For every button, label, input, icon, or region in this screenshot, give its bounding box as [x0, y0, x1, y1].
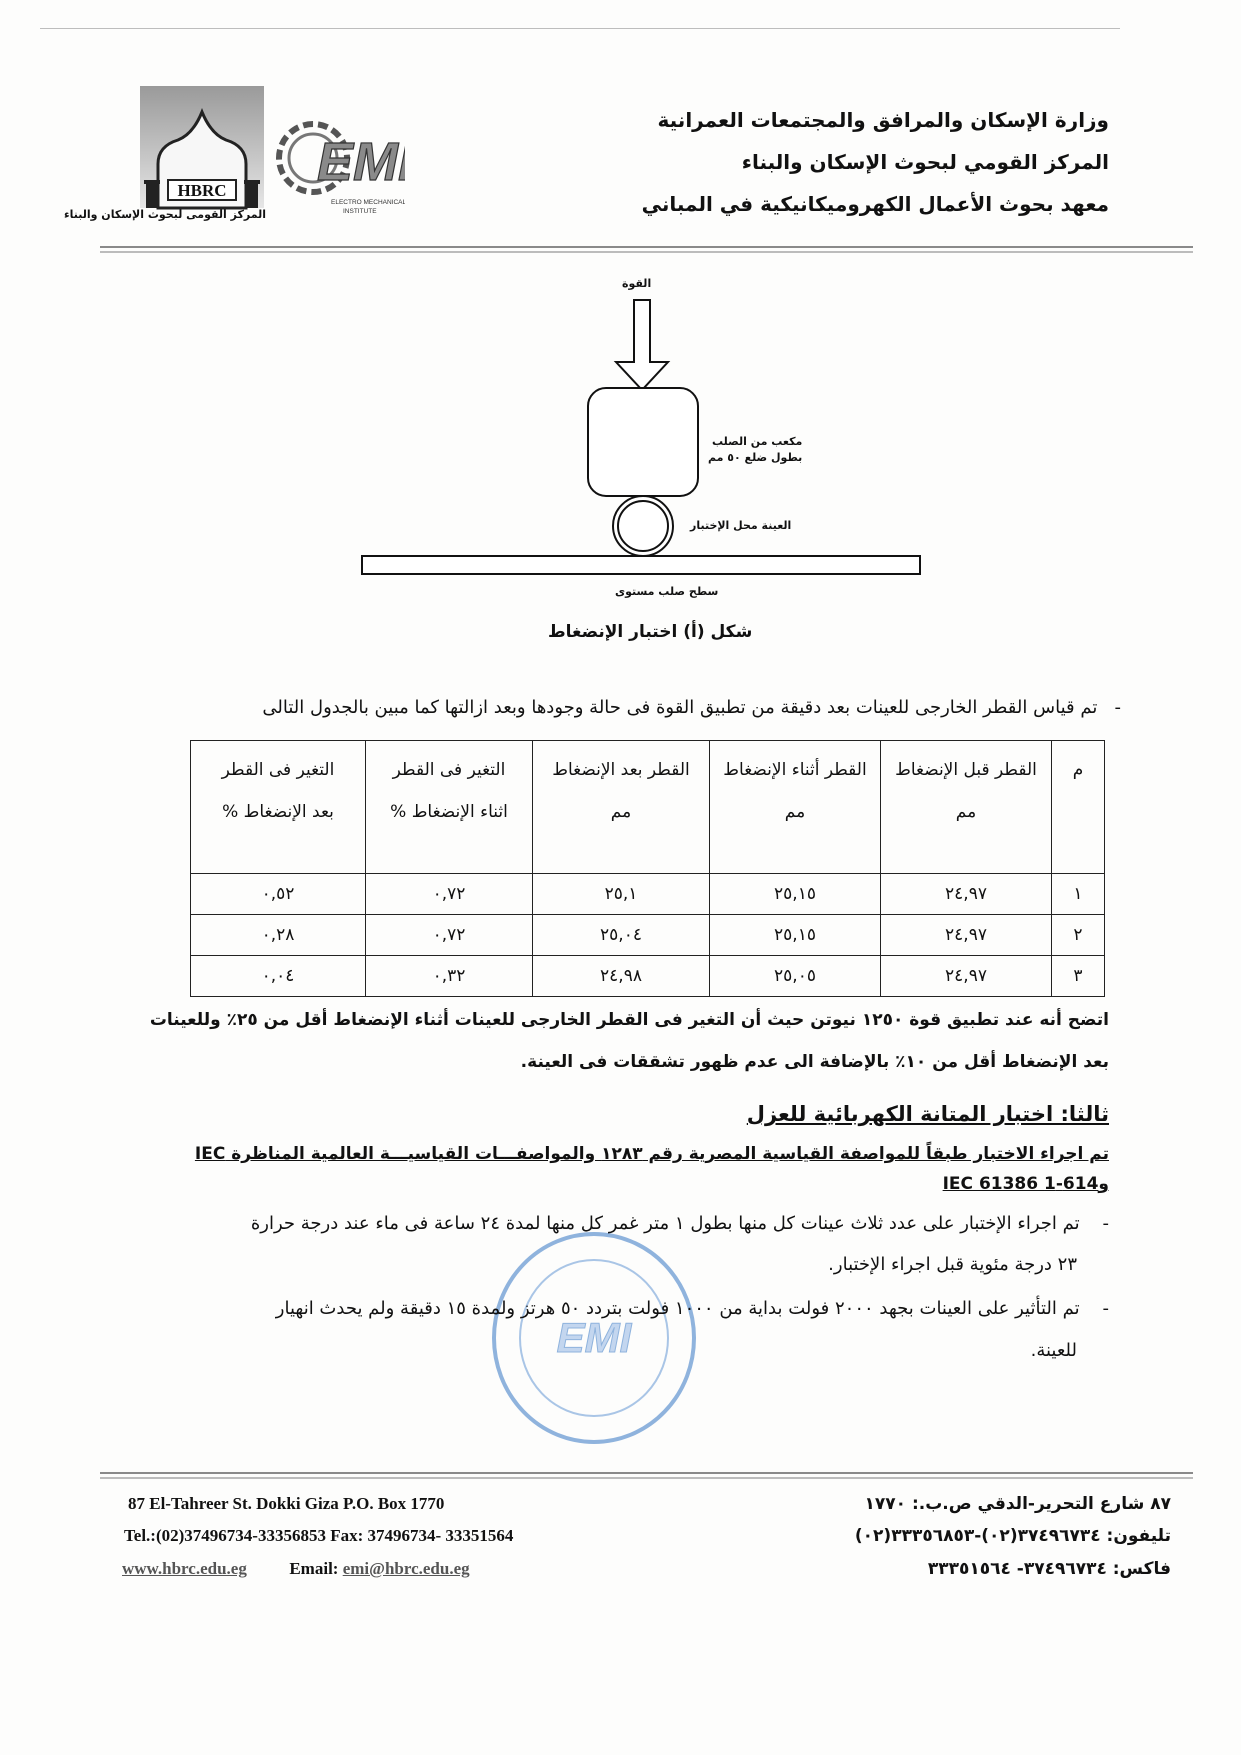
- cube-label: مكعب من الصلب بطول ضلع ٥٠ مم: [708, 435, 803, 464]
- header-divider: [100, 246, 1193, 253]
- emi-logo-caption2: INSTITUTE: [343, 208, 377, 215]
- footer-address-en: 87 El-Tahreer St. Dokki Giza P.O. Box 1770: [128, 1494, 445, 1513]
- email-link[interactable]: emi@hbrc.edu.eg: [342, 1559, 470, 1578]
- cell: ٠,٣٢: [366, 956, 533, 997]
- bullet-dash: -: [1079, 1213, 1109, 1234]
- emi-logo-text: EMI: [317, 132, 405, 192]
- col-header-after: القطر بعد الإنضغاط مم: [533, 741, 710, 874]
- surface-label: سطح صلب مستوى: [615, 585, 719, 598]
- col-header-change-during: التغير فى القطر اثناء الإنضغاط %: [366, 741, 533, 874]
- scan-edge-line: [40, 28, 1120, 29]
- figure-caption: شكل (أ) اختبار الإنضغاط: [548, 622, 753, 642]
- cell: ٢: [1052, 915, 1105, 956]
- cell: ٢٤,٩٨: [533, 956, 710, 997]
- results-table: [190, 740, 1105, 997]
- compression-test-diagram: [350, 290, 930, 590]
- col-header-change-after: التغير فى القطر بعد الإنضغاط %: [191, 741, 366, 874]
- cell: ٠,٧٢: [366, 874, 533, 915]
- footer-phone-ar: تليفون: ٣٧٤٩٦٧٣٤(٠٢)-٣٣٣٥٦٨٥٣(٠٢): [854, 1526, 1171, 1546]
- standard-line-2: IEC 61386 و614-1: [942, 1174, 1109, 1194]
- cell: ٢٥,١٥: [710, 915, 881, 956]
- cell: ٠,٢٨: [191, 915, 366, 956]
- footer-divider: [100, 1472, 1193, 1479]
- website-link[interactable]: www.hbrc.edu.eg: [122, 1559, 247, 1578]
- hbrc-logo-caption: المركز القومى لبحوث الإسكان والبناء: [64, 208, 266, 221]
- conclusion-line-1: اتضح أنه عند تطبيق قوة ١٢٥٠ نيوتن حيث أن التغير فى القطر الخارجى للعينات أثناء الإنضغاط أقل من ٢٥٪ وللعينات: [149, 1010, 1109, 1030]
- standard-line-1: تم اجراء الاختبار طبقاً للمواصفة القياسية المصرية رقم ١٢٨٣ والمواصفـــات القياسيـــة العالمية المناظرة IEC: [194, 1144, 1109, 1164]
- footer-fax-ar: فاكس: ٣٧٤٩٦٧٣٤- ٣٣٣٥١٥٦٤: [927, 1559, 1171, 1579]
- col-header-index: م: [1052, 741, 1105, 874]
- cell: ١: [1052, 874, 1105, 915]
- emi-logo-caption1: ELECTRO MECHANICAL: [331, 199, 405, 206]
- cell: ٢٥,١٥: [710, 874, 881, 915]
- bullet-dash: -: [1097, 697, 1121, 718]
- emi-logo: [275, 106, 405, 222]
- footer-phone-en: Tel.:(02)37496734-33356853 Fax: 37496734- 33351564: [124, 1526, 514, 1545]
- table-row: [191, 956, 1105, 997]
- col-header-during: القطر أثناء الإنضغاط مم: [710, 741, 881, 874]
- cell: ٢٥,١: [533, 874, 710, 915]
- cell: ٢٤,٩٧: [881, 915, 1052, 956]
- conclusion-line-2: بعد الإنضغاط أقل من ١٠٪ بالإضافة الى عدم ظهور تشققات فى العينة.: [520, 1052, 1109, 1072]
- table-row: [191, 874, 1105, 915]
- hbrc-logo-text: HBRC: [177, 181, 227, 200]
- bullet-dash: -: [1079, 1298, 1109, 1319]
- intro-text: تم قياس القطر الخارجى للعينات بعد دقيقة من تطبيق القوة فى حالة وجودها وبعد ازالتها كما مبين بالجدول التالى: [262, 697, 1098, 718]
- center-title: المركز القومي لبحوث الإسكان والبناء: [741, 150, 1109, 174]
- footer-address-ar: ٨٧ شارع التحرير-الدقي ص.ب.: ١٧٧٠: [864, 1494, 1171, 1514]
- footer-contact-en: [122, 1559, 470, 1579]
- cell: ٢٤,٩٧: [881, 956, 1052, 997]
- email-label: Email:: [289, 1559, 339, 1578]
- bullet-2: - تم التأثير على العينات بجهد ٢٠٠٠ فولت بداية من ١٠٠٠ فولت بتردد ٥٠ هرتز ولمدة ١٥ دقيقة ولم يحدث انهيار: [275, 1298, 1109, 1319]
- table-header-row: [191, 741, 1105, 874]
- test-sample-inner: [618, 501, 668, 551]
- cell: ٢٥,٠٥: [710, 956, 881, 997]
- cell: ٢٤,٩٧: [881, 874, 1052, 915]
- steel-cube: [588, 388, 698, 496]
- sample-label: العينة محل الإختبار: [690, 519, 792, 532]
- cell: ٠,٧٢: [366, 915, 533, 956]
- institute-title: معهد بحوث الأعمال الكهروميكانيكية في المباني: [641, 192, 1109, 216]
- force-label: القوة: [622, 277, 652, 290]
- section3-title: ثالثا: اختبار المتانة الكهربائية للعزل: [746, 1102, 1109, 1126]
- institute-stamp: [488, 1228, 700, 1448]
- force-arrow: [616, 300, 668, 390]
- stamp-text: EMI: [556, 1314, 632, 1361]
- bullet-1: - تم اجراء الإختبار على عدد ثلاث عينات كل منها بطول ١ متر غمر كل منها لمدة ٢٤ ساعة فى ماء عند درجة حرارة: [250, 1213, 1109, 1234]
- cell: ٢٥,٠٤: [533, 915, 710, 956]
- bullet-2-continued: للعينة.: [1030, 1340, 1077, 1361]
- cell: ٣: [1052, 956, 1105, 997]
- ministry-title: وزارة الإسكان والمرافق والمجتمعات العمرانية: [657, 108, 1109, 132]
- intro-bullet: [262, 697, 1121, 718]
- cell: ٠,٥٢: [191, 874, 366, 915]
- hbrc-logo: [64, 84, 266, 230]
- cell: ٠,٠٤: [191, 956, 366, 997]
- steel-surface: [362, 556, 920, 574]
- table-row: [191, 915, 1105, 956]
- col-header-before: القطر قبل الإنضغاط مم: [881, 741, 1052, 874]
- bullet-1-continued: ٢٣ درجة مئوية قبل اجراء الإختبار.: [828, 1254, 1077, 1275]
